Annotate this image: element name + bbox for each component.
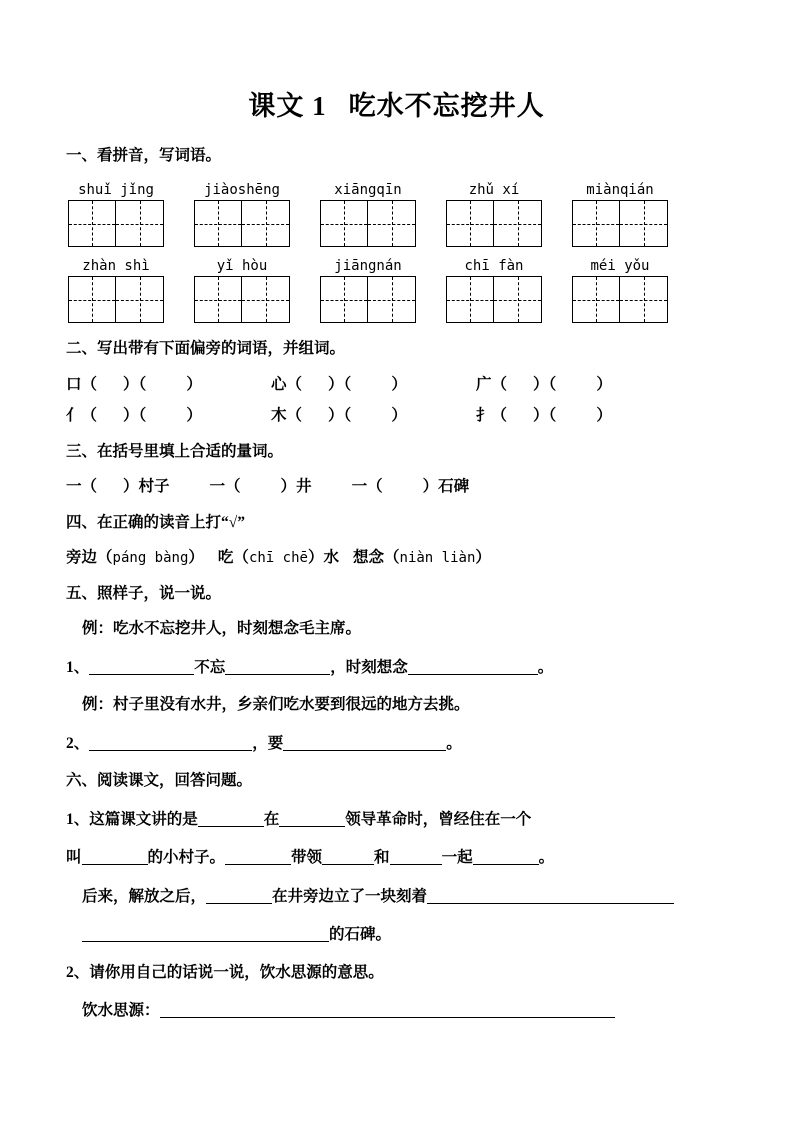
answer-blank[interactable] bbox=[160, 1002, 615, 1018]
tianzige-cell[interactable] bbox=[321, 277, 368, 322]
pinyin-group bbox=[572, 259, 668, 323]
pinyin-group bbox=[68, 259, 164, 323]
radical-item[interactable] bbox=[271, 377, 476, 393]
reading-word: 吃 bbox=[217, 549, 234, 567]
paren-open: （ bbox=[491, 375, 508, 393]
tianzige-cell[interactable] bbox=[573, 201, 620, 246]
question-text: 和 bbox=[374, 849, 390, 867]
radical-char: 广 bbox=[476, 375, 492, 393]
tianzige-cell[interactable] bbox=[494, 201, 541, 246]
paren-open: （ bbox=[548, 407, 557, 425]
radical-char: 木 bbox=[271, 407, 287, 425]
question-2-answer-row bbox=[60, 1002, 733, 1019]
question-1-line-1 bbox=[60, 811, 733, 828]
measure-word-suffix: ）井 bbox=[280, 478, 312, 496]
paren-close: ） bbox=[328, 407, 344, 425]
example-sentence-2: 例：村子里没有水井，乡亲们吃水要到很远的地方去挑。 bbox=[82, 696, 470, 714]
tianzige-cell[interactable] bbox=[242, 277, 289, 322]
answer-blank[interactable] bbox=[82, 849, 148, 865]
paren-close: ） bbox=[328, 375, 344, 393]
tianzige-grid[interactable] bbox=[572, 276, 668, 323]
paren-open: （ bbox=[138, 375, 147, 393]
question-text: 。 bbox=[538, 849, 555, 867]
tianzige-grid[interactable] bbox=[572, 200, 668, 247]
answer-blank[interactable] bbox=[82, 926, 329, 942]
pinyin-group bbox=[446, 183, 542, 247]
section-heading-3: 三、在括号里填上合适的量词。 bbox=[66, 442, 284, 460]
reading-options[interactable]: niàn liàn bbox=[399, 550, 476, 567]
tianzige-cell[interactable] bbox=[494, 277, 541, 322]
tianzige-cell[interactable] bbox=[242, 201, 289, 246]
pinyin-row-1 bbox=[68, 183, 733, 247]
question-text: 带领 bbox=[291, 849, 323, 867]
tianzige-grid[interactable] bbox=[68, 276, 164, 323]
item-number: 2、 bbox=[66, 734, 90, 752]
paren-open: （ bbox=[138, 407, 147, 425]
page-title bbox=[60, 0, 733, 122]
paren-close: ） bbox=[188, 549, 204, 567]
pinyin-group bbox=[320, 183, 416, 247]
item-text: ，时刻想念 bbox=[330, 658, 408, 676]
radical-char: 亻 bbox=[66, 407, 82, 425]
paren-close: ） bbox=[307, 549, 324, 567]
question-2: 2、请你用自己的话说一说，饮水思源的意思。 bbox=[66, 963, 384, 981]
paren-open: （ bbox=[81, 375, 98, 393]
paren-close: ） bbox=[391, 375, 407, 393]
item-number: 1、 bbox=[66, 810, 90, 828]
measure-word-suffix: ）村子 bbox=[123, 478, 170, 496]
section-heading-5: 五、照样子，说一说。 bbox=[66, 584, 222, 602]
pinyin-group bbox=[68, 183, 164, 247]
pinyin-grid-block bbox=[60, 183, 733, 323]
question-text: 的石碑。 bbox=[329, 926, 392, 944]
tianzige-cell[interactable] bbox=[368, 201, 415, 246]
paren-close: ） bbox=[596, 407, 612, 425]
pinyin-group bbox=[446, 259, 542, 323]
pinyin-label: miànqián bbox=[586, 182, 654, 199]
paren-open: （ bbox=[343, 407, 352, 425]
lesson-title: 吃水不忘挖井人 bbox=[348, 91, 545, 121]
paren-open: （ bbox=[97, 549, 113, 567]
measure-word-suffix: ）石碑 bbox=[422, 478, 470, 496]
question-text: 的小村子。 bbox=[147, 849, 226, 867]
tianzige-grid[interactable] bbox=[68, 200, 164, 247]
paren-close: ） bbox=[533, 407, 549, 425]
pinyin-group bbox=[572, 183, 668, 247]
question-text: 这篇课文讲的是 bbox=[89, 810, 198, 828]
pinyin-label: shuǐ jǐng bbox=[78, 182, 154, 199]
answer-blank[interactable] bbox=[427, 888, 674, 904]
reading-choice-row bbox=[60, 550, 733, 566]
paren-close: ） bbox=[596, 375, 612, 393]
paren-close: ） bbox=[391, 407, 407, 425]
section-heading-4: 四、在正确的读音上打“√” bbox=[66, 513, 246, 531]
paren-open: （ bbox=[491, 407, 508, 425]
section-heading-2: 二、写出带有下面偏旁的词语，并组词。 bbox=[66, 340, 346, 358]
section-heading-1: 一、看拼音，写词语。 bbox=[66, 146, 222, 164]
reading-word: 想念 bbox=[352, 549, 384, 567]
reading-choice-item[interactable] bbox=[218, 549, 339, 566]
answer-blank[interactable] bbox=[279, 811, 345, 827]
tianzige-cell[interactable] bbox=[321, 201, 368, 246]
radical-char: 口 bbox=[66, 375, 82, 393]
tianzige-cell[interactable] bbox=[116, 201, 163, 246]
tianzige-cell[interactable] bbox=[69, 201, 116, 246]
paren-close: ） bbox=[475, 549, 491, 567]
answer-blank[interactable] bbox=[89, 735, 252, 751]
tianzige-cell[interactable] bbox=[620, 277, 667, 322]
radical-item[interactable] bbox=[476, 408, 681, 424]
question-text: 在 bbox=[263, 810, 280, 828]
tianzige-cell[interactable] bbox=[195, 277, 242, 322]
pinyin-label: zhǔ xí bbox=[468, 182, 520, 199]
reading-choice-item[interactable] bbox=[353, 549, 491, 566]
item-text: 。 bbox=[446, 734, 462, 752]
section-heading-6: 六、阅读课文，回答问题。 bbox=[66, 772, 253, 790]
question-text: 一起 bbox=[441, 849, 473, 867]
paren-open: （ bbox=[233, 549, 249, 567]
answer-blank[interactable] bbox=[225, 659, 330, 675]
pinyin-label: xiāngqīn bbox=[334, 182, 402, 199]
question-text: 叫 bbox=[66, 849, 82, 867]
radical-row-2 bbox=[60, 408, 733, 424]
item-text: 。 bbox=[537, 658, 554, 676]
tianzige-cell[interactable] bbox=[69, 277, 116, 322]
example-sentence-1: 例：吃水不忘挖井人，时刻想念毛主席。 bbox=[82, 620, 362, 638]
paren-open: （ bbox=[286, 375, 303, 393]
question-1-line-3 bbox=[60, 888, 733, 905]
answer-blank[interactable] bbox=[198, 811, 264, 827]
radical-item[interactable] bbox=[66, 408, 271, 424]
question-1-line-4 bbox=[60, 926, 733, 943]
measure-word-prefix: 一（ bbox=[66, 478, 98, 496]
paren-open: （ bbox=[343, 375, 352, 393]
pinyin-group bbox=[194, 183, 290, 247]
answer-blank[interactable] bbox=[206, 888, 272, 904]
fill-item-2 bbox=[60, 735, 733, 752]
tianzige-grid[interactable] bbox=[446, 276, 542, 323]
tianzige-grid[interactable] bbox=[320, 276, 416, 323]
answer-blank[interactable] bbox=[473, 849, 539, 865]
fill-item-1 bbox=[60, 659, 733, 676]
pinyin-label: yǐ hòu bbox=[216, 258, 268, 275]
item-text: ，要 bbox=[252, 734, 284, 752]
answer-blank[interactable] bbox=[322, 849, 374, 865]
tianzige-grid[interactable] bbox=[320, 200, 416, 247]
pinyin-label: jiāngnán bbox=[334, 258, 402, 275]
reading-choice-item[interactable] bbox=[66, 549, 204, 566]
answer-blank[interactable] bbox=[408, 659, 538, 675]
item-text: 不忘 bbox=[194, 658, 226, 676]
paren-open: （ bbox=[81, 407, 98, 425]
radical-item[interactable] bbox=[271, 408, 476, 424]
paren-close: ） bbox=[533, 375, 549, 393]
question-1-line-2 bbox=[60, 849, 733, 866]
paren-close: ） bbox=[186, 407, 202, 425]
answer-blank[interactable] bbox=[390, 849, 442, 865]
answer-blank[interactable] bbox=[89, 659, 194, 675]
measure-word-item[interactable] bbox=[352, 479, 470, 495]
question-text: 在井旁边立了一块刻着 bbox=[272, 887, 428, 905]
reading-tail: 水 bbox=[323, 549, 339, 567]
tianzige-grid[interactable] bbox=[194, 276, 290, 323]
pinyin-label: zhàn shì bbox=[82, 258, 150, 275]
paren-close: ） bbox=[186, 375, 202, 393]
reading-options[interactable]: chī chē bbox=[248, 550, 308, 567]
paren-open: （ bbox=[548, 375, 557, 393]
pinyin-label: méi yǒu bbox=[590, 258, 650, 275]
answer-blank[interactable] bbox=[283, 735, 446, 751]
paren-open: （ bbox=[384, 549, 400, 567]
pinyin-label: chī fàn bbox=[464, 258, 524, 275]
item-number: 1、 bbox=[66, 658, 90, 676]
answer-label: 饮水思源： bbox=[82, 1002, 160, 1020]
paren-close: ） bbox=[123, 407, 139, 425]
radical-item[interactable] bbox=[476, 377, 681, 393]
question-text: 后来，解放之后， bbox=[82, 887, 207, 905]
paren-close: ） bbox=[123, 375, 139, 393]
measure-word-item[interactable] bbox=[210, 479, 312, 495]
paren-open: （ bbox=[286, 407, 303, 425]
measure-word-prefix: 一（ bbox=[351, 478, 383, 496]
radical-row-1 bbox=[60, 377, 733, 393]
tianzige-grid[interactable] bbox=[446, 200, 542, 247]
tianzige-cell[interactable] bbox=[447, 277, 494, 322]
tianzige-cell[interactable] bbox=[573, 277, 620, 322]
radical-char: 扌 bbox=[476, 407, 492, 425]
pinyin-label: jiàoshēng bbox=[204, 182, 280, 199]
pinyin-row-2 bbox=[68, 259, 733, 323]
tianzige-cell[interactable] bbox=[620, 201, 667, 246]
measure-word-item[interactable] bbox=[66, 479, 170, 495]
pinyin-group bbox=[320, 259, 416, 323]
tianzige-cell[interactable] bbox=[116, 277, 163, 322]
answer-blank[interactable] bbox=[225, 849, 291, 865]
measure-word-row bbox=[60, 479, 733, 495]
tianzige-grid[interactable] bbox=[194, 200, 290, 247]
reading-options[interactable]: páng bàng bbox=[112, 550, 189, 567]
tianzige-cell[interactable] bbox=[368, 277, 415, 322]
tianzige-cell[interactable] bbox=[195, 201, 242, 246]
lesson-number: 课文 1 bbox=[248, 91, 327, 121]
radical-char: 心 bbox=[271, 375, 287, 393]
tianzige-cell[interactable] bbox=[447, 201, 494, 246]
pinyin-group bbox=[194, 259, 290, 323]
reading-word: 旁边 bbox=[66, 549, 98, 567]
question-text: 领导革命时，曾经住在一个 bbox=[345, 810, 532, 828]
measure-word-prefix: 一（ bbox=[209, 478, 241, 496]
radical-item[interactable] bbox=[66, 377, 271, 393]
